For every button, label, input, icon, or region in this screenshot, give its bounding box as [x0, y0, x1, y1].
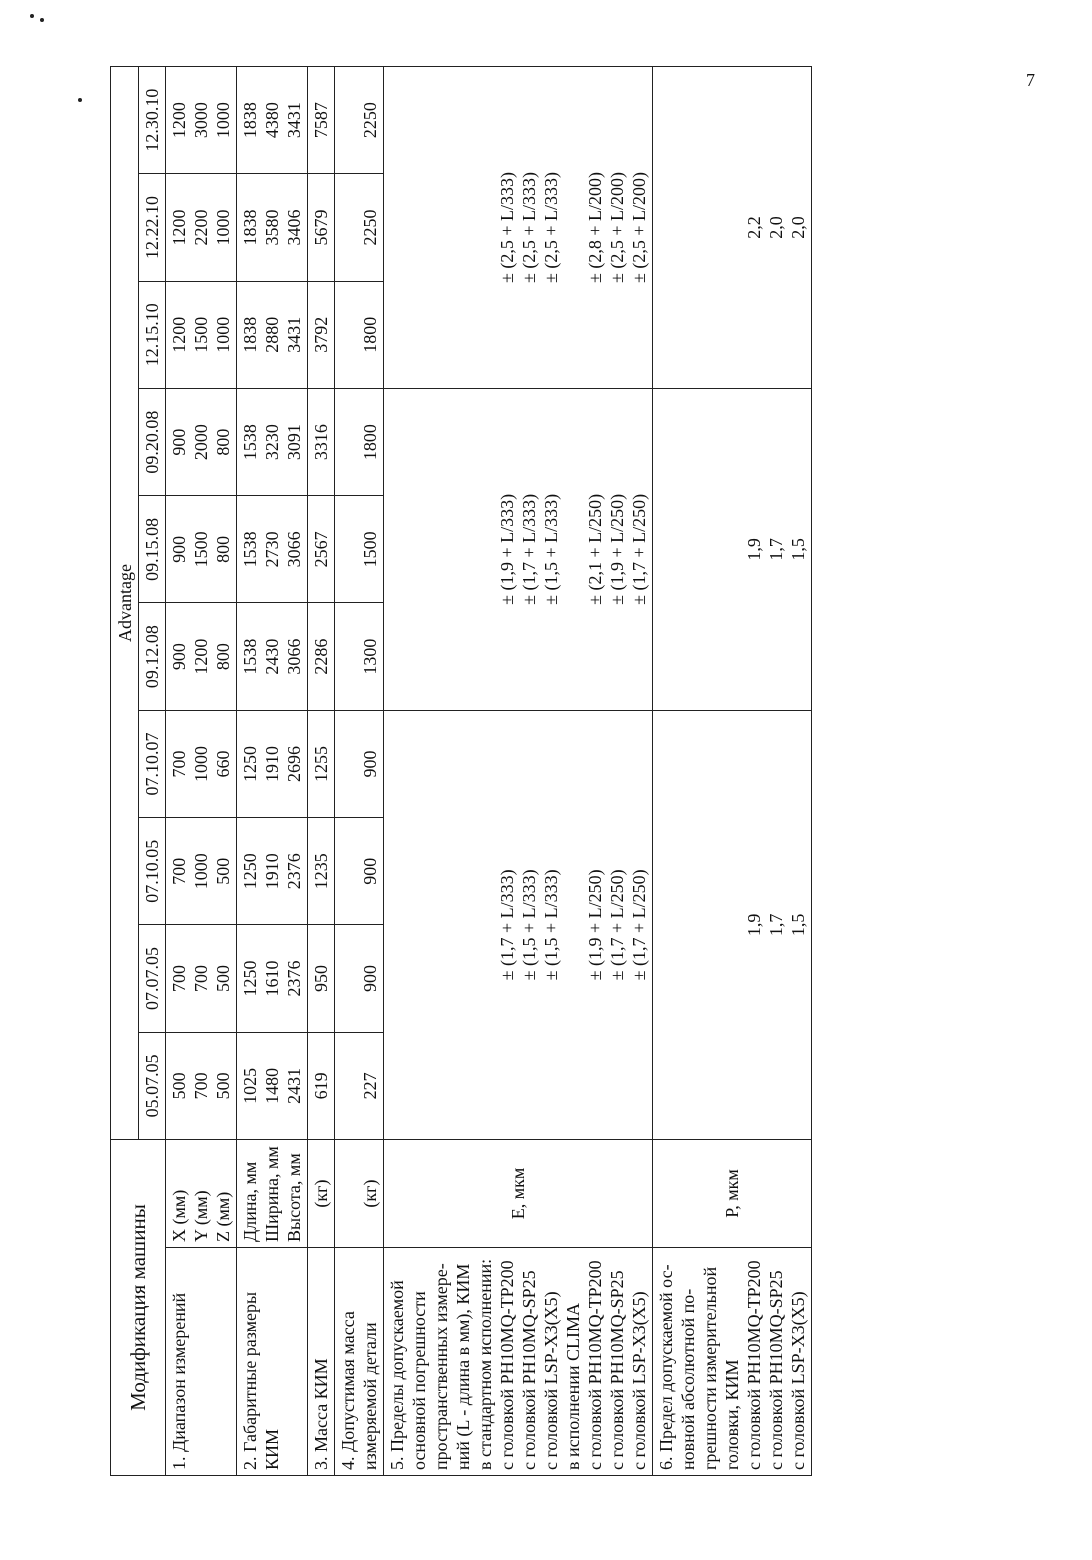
row-params: Длина, мм Ширина, мм Высота, мм [237, 1139, 308, 1247]
value-cell: 1538 2430 3066 [237, 603, 308, 710]
value-cell: 1255 [308, 710, 335, 817]
value-cell: 227 [335, 1032, 384, 1139]
value-cell: 1200 3000 1000 [166, 67, 237, 174]
row-label: 6. Предел допускаемой ос- новной абсолютной по- грешности измерительной головки, КИМ с головкой PH10MQ-TP200 с головкой PH10MQ-SP25 с головкой LSP-X3(X5) [653, 1248, 812, 1476]
spec-table [110, 66, 812, 1476]
value-cell: 900 1200 800 [166, 603, 237, 710]
value-cell: 1538 3230 3091 [237, 388, 308, 495]
table-row-measuring-range [166, 67, 237, 1476]
value-cell: 1838 3580 3406 [237, 174, 308, 281]
value-cell: 1838 2880 3431 [237, 281, 308, 388]
rotated-spec-table-wrapper [110, 66, 978, 1476]
header-row-group [111, 67, 139, 1476]
value-cell: 900 [335, 710, 384, 817]
probe-error-group-cell: 1,9 1,7 1,5 [653, 388, 812, 710]
value-cell: 2250 [335, 174, 384, 281]
value-cell: 1025 1480 2431 [237, 1032, 308, 1139]
model-header: 07.07.05 [139, 925, 166, 1032]
model-header: 05.07.05 [139, 1032, 166, 1139]
page-number: 7 [1026, 70, 1035, 90]
row-label: 5. Пределы допускаемой основной погрешности пространственных измере- ний (L - длина в мм), КИМ в стандартном исполнении: с головкой PH10MQ-TP200 с головкой PH10MQ-SP25 с головкой LSP-X3(X5) в исполнении CLIMA с головкой PH10MQ-TP200 с головкой PH10MQ-SP25 с головкой LSP-X3(X5) [384, 1248, 653, 1476]
scan-speck [30, 14, 34, 18]
value-cell: 3792 [308, 281, 335, 388]
row-label: 3. Масса КИМ [308, 1248, 335, 1476]
value-cell: 1800 [335, 281, 384, 388]
error-group-cell: ± (1,9 + L/333) ± (1,7 + L/333) ± (1,5 + L/333) ± (2,1 + L/250) ± (1,9 + L/250) ± (1,7 + L/250) [384, 388, 653, 710]
value-cell: 700 1000 660 [166, 710, 237, 817]
value-cell: 619 [308, 1032, 335, 1139]
scan-speck [78, 98, 82, 102]
header-group: Advantage [111, 67, 139, 1140]
model-header: 12.22.10 [139, 174, 166, 281]
value-cell: 950 [308, 925, 335, 1032]
table-row-probe-error [653, 67, 812, 1476]
value-cell: 2250 [335, 67, 384, 174]
probe-error-group-cell: 2,2 2,0 2,0 [653, 67, 812, 389]
scan-speck [40, 18, 44, 22]
value-cell: 1838 4380 3431 [237, 67, 308, 174]
value-cell: 3316 [308, 388, 335, 495]
row-param: P, мкм [653, 1139, 812, 1247]
value-cell: 1250 1910 2376 [237, 818, 308, 925]
table-row-spatial-error [384, 67, 653, 1476]
table-row-overall-dimensions [237, 67, 308, 1476]
model-header: 12.15.10 [139, 281, 166, 388]
probe-error-group-cell: 1,9 1,7 1,5 [653, 710, 812, 1139]
row-param: (кг) [308, 1139, 335, 1247]
value-cell: 1500 [335, 496, 384, 603]
model-header: 09.20.08 [139, 388, 166, 495]
value-cell: 1300 [335, 603, 384, 710]
value-cell: 7587 [308, 67, 335, 174]
row-label: 4. Допустимая масса измеряемой детали [335, 1248, 384, 1476]
model-header: 12.30.10 [139, 67, 166, 174]
value-cell: 5679 [308, 174, 335, 281]
header-title: Модификация машины [111, 1139, 166, 1475]
model-header: 07.10.07 [139, 710, 166, 817]
row-label: 2. Габаритные размеры КИМ [237, 1248, 308, 1476]
value-cell: 900 [335, 925, 384, 1032]
error-group-cell: ± (2,5 + L/333) ± (2,5 + L/333) ± (2,5 + L/333) ± (2,8 + L/200) ± (2,5 + L/200) ± (2,5 + L/200) [384, 67, 653, 389]
value-cell: 2286 [308, 603, 335, 710]
table-row-part-mass [335, 67, 384, 1476]
table-row-cmm-mass [308, 67, 335, 1476]
value-cell: 700 700 500 [166, 925, 237, 1032]
model-header: 07.10.05 [139, 818, 166, 925]
value-cell: 700 1000 500 [166, 818, 237, 925]
row-param: E, мкм [384, 1139, 653, 1247]
value-cell: 1235 [308, 818, 335, 925]
model-header: 09.12.08 [139, 603, 166, 710]
value-cell: 1538 2730 3066 [237, 496, 308, 603]
value-cell: 1250 1610 2376 [237, 925, 308, 1032]
value-cell: 1250 1910 2696 [237, 710, 308, 817]
value-cell: 900 [335, 818, 384, 925]
value-cell: 1200 2200 1000 [166, 174, 237, 281]
model-header: 09.15.08 [139, 496, 166, 603]
value-cell: 900 1500 800 [166, 496, 237, 603]
value-cell: 900 2000 800 [166, 388, 237, 495]
error-group-cell: ± (1,7 + L/333) ± (1,5 + L/333) ± (1,5 + L/333) ± (1,9 + L/250) ± (1,7 + L/250) ± (1,7 + L/250) [384, 710, 653, 1139]
row-params: X (мм) Y (мм) Z (мм) [166, 1139, 237, 1247]
value-cell: 1800 [335, 388, 384, 495]
value-cell: 1200 1500 1000 [166, 281, 237, 388]
row-label: 1. Диапазон измерений [166, 1248, 237, 1476]
value-cell: 500 700 500 [166, 1032, 237, 1139]
row-param: (кг) [335, 1139, 384, 1247]
value-cell: 2567 [308, 496, 335, 603]
